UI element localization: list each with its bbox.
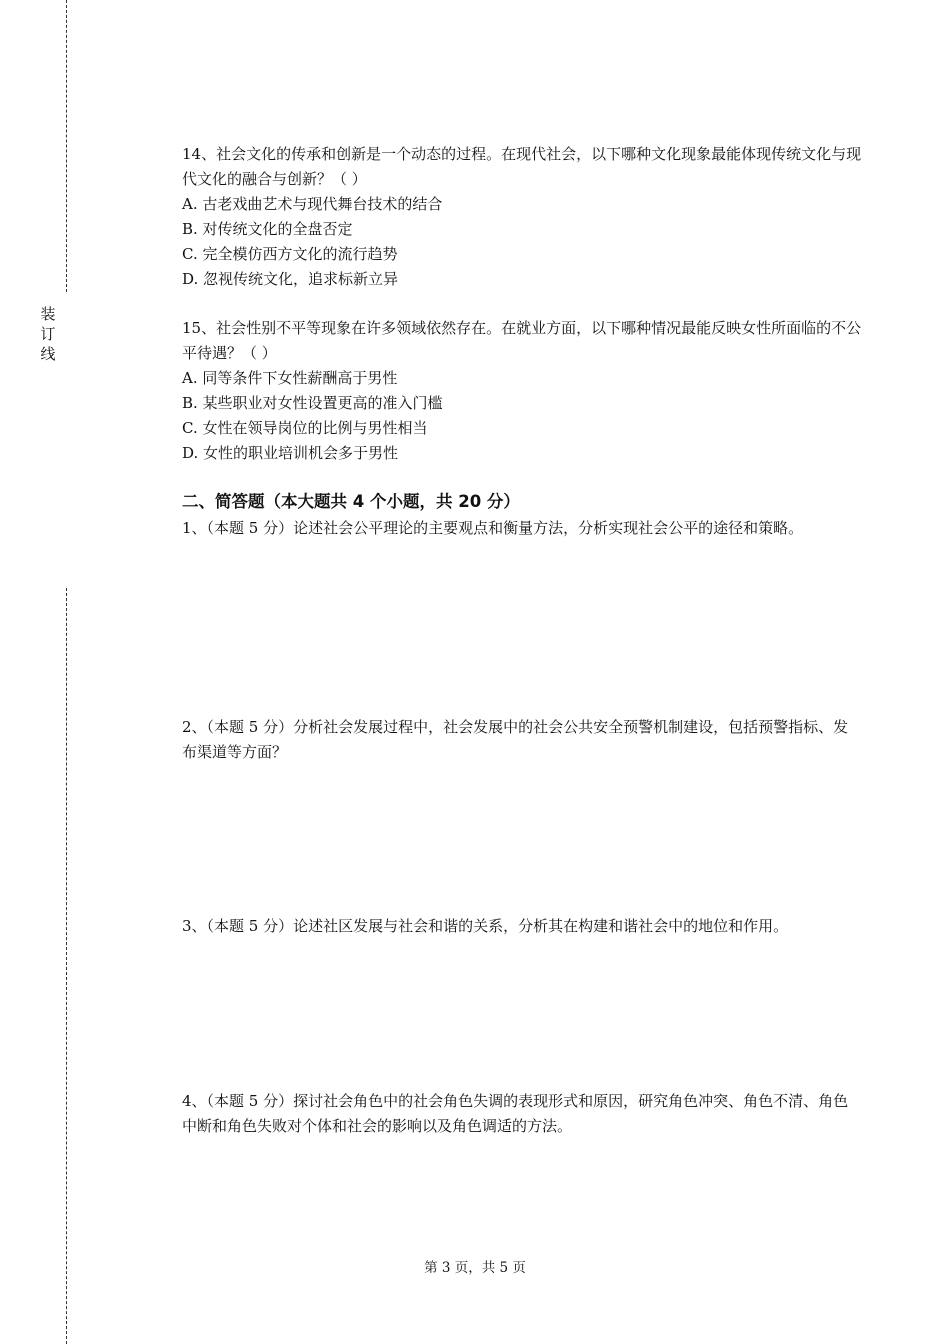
- binding-char: 订: [40, 325, 56, 343]
- short-answer-stem: 2、（本题 5 分）分析社会发展过程中，社会发展中的社会公共安全预警机制建设，包括预警指标、发布渠道等方面？: [182, 718, 849, 761]
- question-15: [182, 316, 862, 466]
- short-answer-stem: 4、（本题 5 分）探讨社会角色中的社会角色失调的表现形式和原因，研究角色冲突、角色不清、角色中断和角色失败对个体和社会的影响以及角色调适的方法。: [182, 1092, 849, 1135]
- binding-line-bottom: [66, 588, 67, 1344]
- short-answer-2: [182, 715, 862, 765]
- short-answer-1: [182, 516, 862, 541]
- option-c: C. 完全模仿西方文化的流行趋势: [182, 245, 398, 263]
- binding-label: [38, 304, 58, 364]
- question-stem: 14、社会文化的传承和创新是一个动态的过程。在现代社会，以下哪种文化现象最能体现传统文化与现代文化的融合与创新？（ ）: [182, 145, 862, 188]
- short-answer-3: [182, 914, 872, 939]
- question-stem: 15、社会性别不平等现象在许多领域依然存在。在就业方面，以下哪种情况最能反映女性所面临的不公平待遇？（ ）: [182, 319, 862, 362]
- option-a: A. 同等条件下女性薪酬高于男性: [182, 369, 398, 387]
- section-title: 二、简答题（本大题共 4 个小题，共 20 分）: [182, 492, 520, 511]
- option-a: A. 古老戏曲艺术与现代舞台技术的结合: [182, 195, 443, 213]
- option-b: B. 某些职业对女性设置更高的准入门槛: [182, 394, 443, 412]
- short-answer-stem: 1、（本题 5 分）论述社会公平理论的主要观点和衡量方法，分析实现社会公平的途径和策略。: [182, 519, 804, 537]
- binding-char: 线: [40, 345, 56, 363]
- page-number: 第 3 页，共 5 页: [424, 1260, 526, 1276]
- binding-char: 装: [40, 305, 56, 323]
- option-d: D. 忽视传统文化，追求标新立异: [182, 270, 399, 288]
- option-d: D. 女性的职业培训机会多于男性: [182, 444, 399, 462]
- option-b: B. 对传统文化的全盘否定: [182, 220, 353, 238]
- option-c: C. 女性在领导岗位的比例与男性相当: [182, 419, 428, 437]
- short-answer-stem: 3、（本题 5 分）论述社区发展与社会和谐的关系，分析其在构建和谐社会中的地位和作用。: [182, 917, 789, 935]
- short-answer-4: [182, 1089, 862, 1139]
- question-14: [182, 142, 862, 292]
- binding-line-top: [66, 0, 67, 292]
